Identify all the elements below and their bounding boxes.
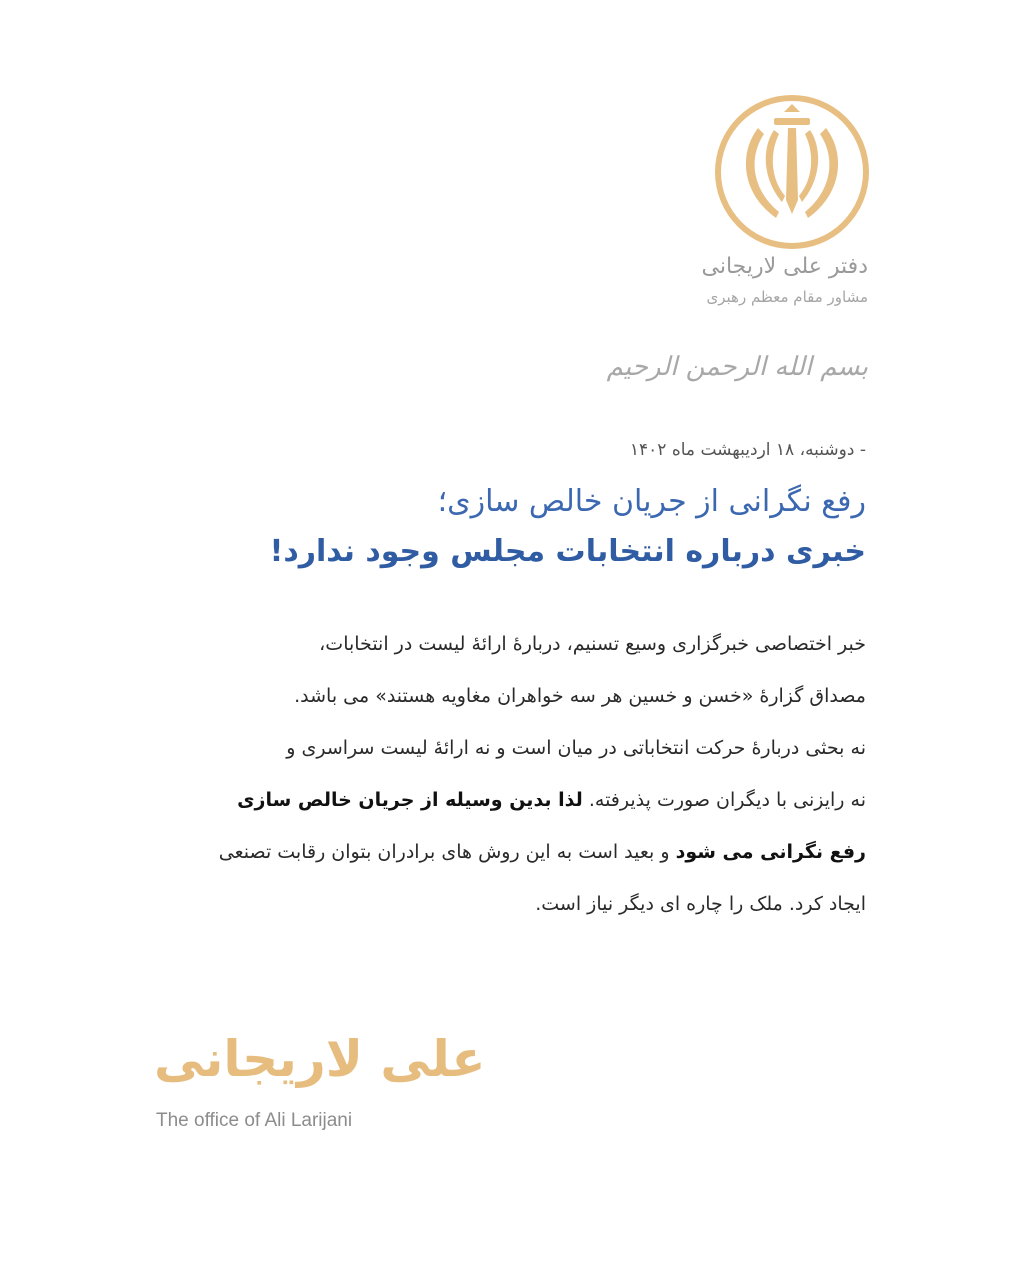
office-title: دفتر علی لاریجانی: [701, 254, 868, 279]
body-line: [246, 886, 866, 938]
body-text: و بعید است به این روش های برادران بتوان رقابت تصنعی: [218, 841, 670, 863]
body-line: [246, 626, 866, 678]
basmala-signature: بسم الله الرحمن الرحیم: [606, 352, 868, 382]
body-text: ایجاد کرد. ملک را چاره ای دیگر نیاز است.: [535, 893, 866, 915]
footer-logo-caption: The office of Ali Larijani: [156, 1110, 353, 1131]
body-bold-text: رفع نگرانی می شود: [675, 841, 866, 863]
body-bold-text: لذا بدین وسیله از جریان خالص سازی: [237, 789, 583, 811]
headline-primary: رفع نگرانی از جریان خالص سازی؛: [437, 484, 866, 519]
article-body: [218, 626, 866, 938]
headline-secondary: خبری درباره انتخابات مجلس وجود ندارد!: [269, 534, 866, 569]
body-line: [246, 678, 866, 730]
article-date: - دوشنبه، ۱۸ اردیبهشت ماه ۱۴۰۲: [629, 440, 866, 460]
body-text: نه بحثی دربارهٔ حرکت انتخاباتی در میان است و نه ارائهٔ لیست سراسری و: [286, 737, 866, 759]
body-text: نه رایزنی با دیگران صورت پذیرفته.: [588, 789, 866, 811]
footer-logo-calligraphy: علی لاریجانی: [154, 1030, 486, 1088]
iran-emblem-icon: [712, 92, 872, 252]
body-text: خبر اختصاصی خبرگزاری وسیع تسنیم، دربارهٔ ارائهٔ لیست در انتخابات،: [319, 633, 866, 655]
body-line: [218, 834, 866, 886]
body-line: [246, 730, 866, 782]
body-line: [237, 782, 866, 834]
office-subtitle: مشاور مقام معظم رهبری: [706, 288, 868, 306]
body-text: مصداق گزارهٔ «خسن و خسین هر سه خواهران مغاویه هستند» می باشد.: [294, 685, 866, 707]
